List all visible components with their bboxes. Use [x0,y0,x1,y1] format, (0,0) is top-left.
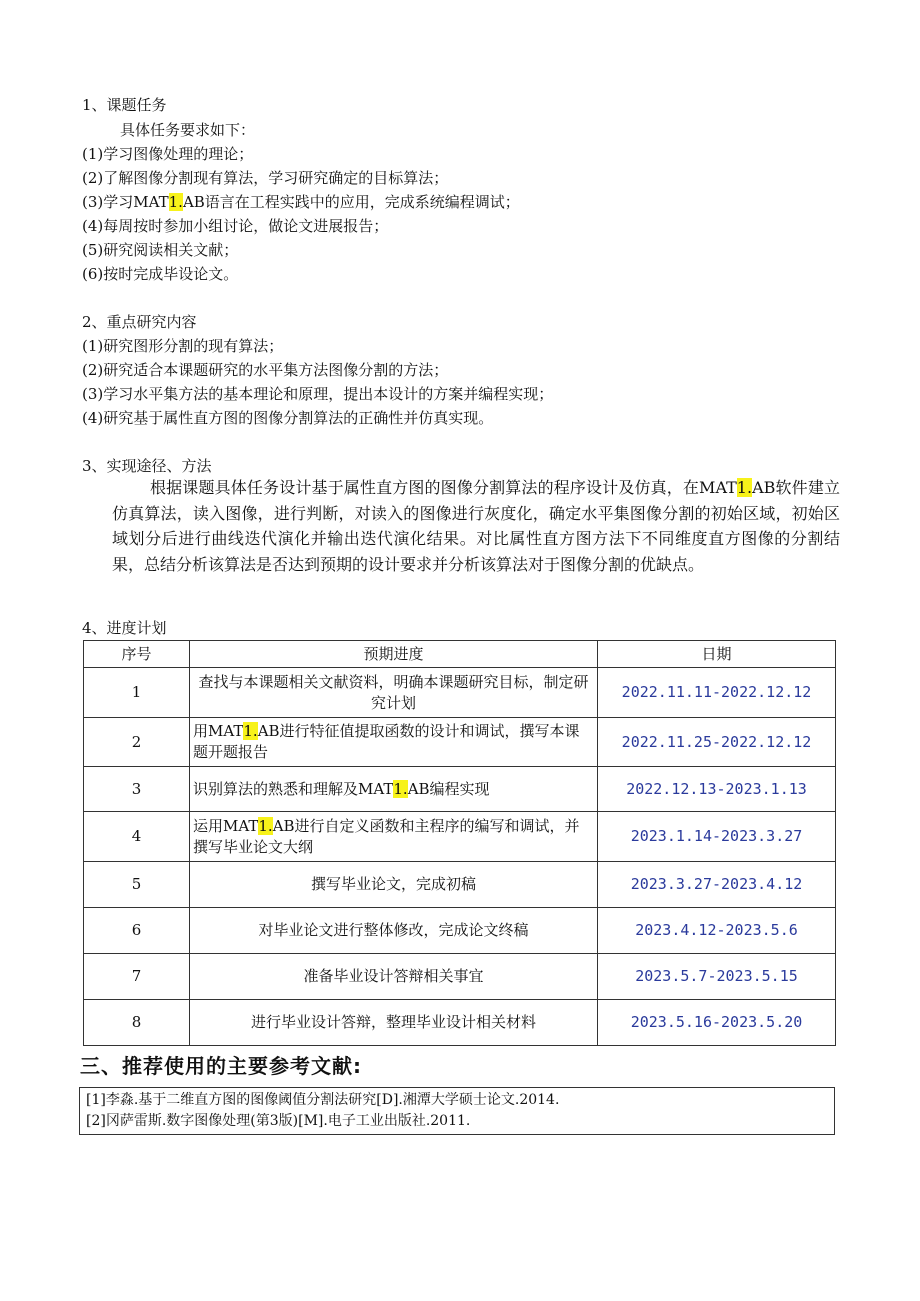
section1-heading: 1、课题任务 [82,96,167,114]
section4-heading: 4、进度计划 [82,619,167,637]
section2-item: (1)研究图形分割的现有算法； [82,337,284,355]
row-date: 2022.11.11-2022.12.12 [598,668,836,718]
row-number: 2 [84,718,190,767]
row-date: 2023.5.7-2023.5.15 [598,954,836,1000]
column-header: 日期 [598,641,836,668]
section3-paragraph: 根据课题具体任务设计基于属性直方图的图像分割算法的程序设计及仿真，在MAT1.AB软件建立仿真算法，读入图像，进行判断，对读入的图像进行灰度化，确定水平集图像分割的初始区域，初始区域划分后进行曲线迭代演化并输出迭代演化结果。对比属性直方图方法下不同维度直方图像的分割结果，总结分析该算法是否达到预期的设计要求并分析该算法对于图像分割的优缺点。 [112,478,840,574]
references-title: 三、推荐使用的主要参考文献: [80,1054,362,1078]
section1-item: (5)研究阅读相关文献； [82,241,239,259]
row-task: 撰写毕业论文，完成初稿 [190,862,598,908]
row-task: 运用MAT1.AB进行自定义函数和主程序的编写和调试，并撰写毕业论文大纲 [190,812,598,862]
row-number: 6 [84,908,190,954]
section2-item: (2)研究适合本课题研究的水平集方法图像分割的方法； [82,361,449,379]
row-task: 识别算法的熟悉和理解及MAT1.AB编程实现 [190,767,598,812]
section2-item: (3)学习水平集方法的基本理论和原理，提出本设计的方案并编程实现； [82,385,554,403]
section1-item: (2)了解图像分割现有算法，学习研究确定的目标算法； [82,169,449,187]
highlight-mark: 1. [243,722,258,740]
table-row [84,862,836,908]
table-header-row [84,641,836,668]
row-task: 用MAT1.AB进行特征值提取函数的设计和调试，撰写本课题开题报告 [190,718,598,767]
row-date: 2023.3.27-2023.4.12 [598,862,836,908]
table-row [84,767,836,812]
row-task: 进行毕业设计答辩，整理毕业设计相关材料 [190,1000,598,1046]
reference-item: [1]李淼.基于二维直方图的图像阈值分割法研究[D].湘潭大学硕士论文.2014. [86,1092,560,1108]
highlight-mark: 1. [736,478,753,497]
highlight-mark: 1. [393,779,408,798]
row-number: 5 [84,862,190,908]
table-row [84,812,836,862]
row-task: 准备毕业设计答辩相关事宜 [190,954,598,1000]
table-row [84,954,836,1000]
highlight-mark: 1. [258,816,273,835]
table-row [84,1000,836,1046]
row-date: 2022.12.13-2023.1.13 [598,767,836,812]
table-row [84,908,836,954]
row-task: 对毕业论文进行整体修改，完成论文终稿 [190,908,598,954]
reference-item: [2]冈萨雷斯.数字图像处理(第3版)[M].电子工业出版社.2011. [86,1113,471,1129]
highlight-mark: 1. [168,193,183,211]
row-number: 7 [84,954,190,1000]
row-number: 3 [84,767,190,812]
table-row [84,668,836,718]
row-number: 4 [84,812,190,862]
row-date: 2023.5.16-2023.5.20 [598,1000,836,1046]
table-row [84,718,836,767]
section1-item: (4)每周按时参加小组讨论，做论文进展报告； [82,217,389,235]
section2-heading: 2、重点研究内容 [82,313,197,331]
section1-item: (6)按时完成毕设论文。 [82,265,239,283]
column-header: 预期进度 [190,641,598,668]
section1-item: (1)学习图像处理的理论； [82,145,254,163]
row-number: 8 [84,1000,190,1046]
section2-item: (4)研究基于属性直方图的图像分割算法的正确性并仿真实现。 [82,409,494,427]
row-date: 2022.11.25-2022.12.12 [598,718,836,767]
row-number: 1 [84,668,190,718]
schedule-table [83,640,836,1046]
row-task: 查找与本课题相关文献资料，明确本课题研究目标，制定研究计划 [190,668,598,718]
references-box [79,1087,835,1135]
section3-heading: 3、实现途径、方法 [82,457,212,475]
column-header: 序号 [84,641,190,668]
row-date: 2023.4.12-2023.5.6 [598,908,836,954]
row-date: 2023.1.14-2023.3.27 [598,812,836,862]
section1-intro: 具体任务要求如下： [120,121,256,139]
section1-item: (3)学习MAT1.AB语言在工程实践中的应用，完成系统编程调试； [82,193,520,211]
